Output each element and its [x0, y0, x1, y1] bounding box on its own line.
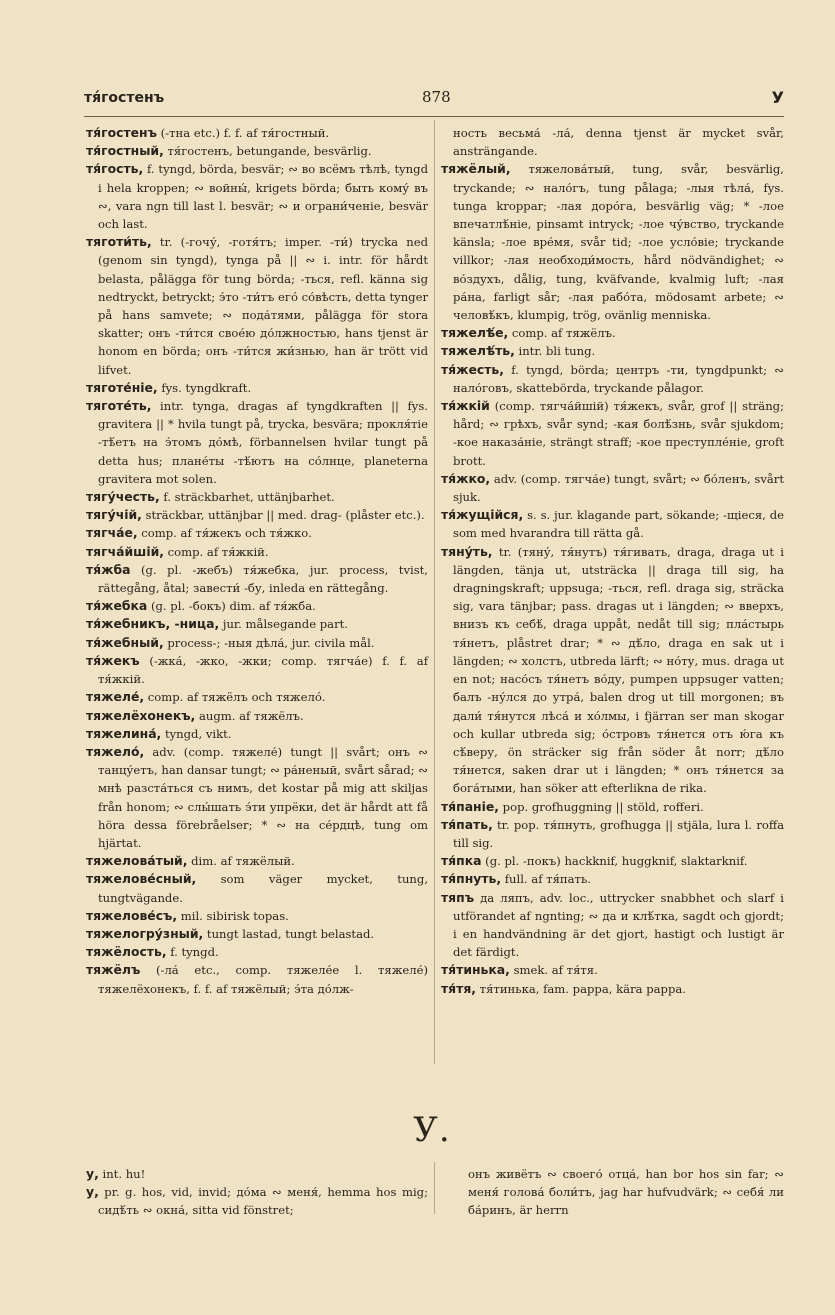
entry-headword: тяжелогру́зный, — [86, 925, 204, 941]
entry-headword: тяну́ть, — [441, 543, 493, 559]
entry-definition: (g. pl. -покъ) hackknif, huggknif, slaktarknif. — [485, 854, 748, 869]
entry-definition: тя́гостенъ, betungande, besvärlig. — [167, 144, 372, 159]
dictionary-entry — [86, 379, 428, 397]
entry-headword: тяжелове́съ, — [86, 907, 178, 923]
entry-definition: (-тна etc.) f. f. af тя́гостный. — [160, 126, 330, 140]
dictionary-entry — [86, 524, 428, 542]
entry-definition: sträckbar, uttänjbar || med. drag- (plåster etc.). — [145, 508, 425, 523]
entry-definition: comp. af тя́жкій. — [167, 544, 269, 559]
entry-definition: comp. af тяжёлъ och тяжело́. — [147, 690, 326, 705]
dictionary-entry — [441, 324, 784, 342]
dictionary-entry — [441, 870, 784, 888]
entry-definition: int. hu! — [102, 1167, 146, 1181]
entry-headword: тя́жба — [86, 561, 131, 577]
entry-definition: comp. af тяжёлъ. — [511, 326, 616, 341]
entry-headword: тяготи́ть, — [86, 234, 152, 250]
entry-headword: тяпъ — [441, 889, 475, 905]
dictionary-entry — [86, 543, 428, 561]
dictionary-entry — [86, 961, 428, 997]
entry-headword: тя́жекъ — [86, 652, 140, 668]
bottom-right-column — [456, 1165, 784, 1220]
entry-headword: тяготе́ть, — [86, 398, 152, 414]
bottom-left-column — [86, 1165, 428, 1220]
running-letter: У — [771, 88, 784, 107]
entry-definition: adv. (comp. тяжеле́) tungt || svårt; онъ ∾ танцу́етъ, han dansar tungt; ∾ ра́неный, svårt sårad; ∾ мнѣ разста́ться съ нимъ, det kostar på mig att skiljas från honom; ∾ слы́шать э́ти упрёки, det är hårdt att få höra dessa förebråelser; * ∾ на се́рдцѣ, tung om hjärtat. — [98, 744, 428, 850]
entry-definition: (comp. тягча́йшій) тя́жекъ, svår, grof || sträng; hård; ∾ грѣхъ, svår synd; -кая болѣ́знь, svår sjukdom; -кое наказа́ніе, strängt straff; -кое преступле́ніе, groft brott. — [453, 399, 784, 468]
dictionary-entry — [456, 1165, 784, 1220]
entry-definition: tr. pop. тя́пнуть, grofhugga || stjäla, lura l. roffa till sig. — [453, 817, 784, 850]
entry-headword: тяготе́ніе, — [86, 379, 158, 395]
dictionary-entry — [86, 233, 428, 379]
entry-headword: тяжёлость, — [86, 944, 167, 960]
entry-definition: adv. (comp. тягча́е) tungt, svårt; ∾ бо́ленъ, svårt sjuk. — [453, 471, 785, 505]
entry-definition: fys. tyngdkraft. — [161, 380, 252, 395]
entry-definition: (-ла́ etc., comp. тяжеле́е l. тяжеле́) тяжелёхонекъ, f. f. af тяжёлый; э́та до́лж- — [98, 963, 429, 996]
dictionary-entry — [86, 634, 428, 652]
entry-headword: тяжелове́сный, — [86, 871, 197, 887]
dictionary-entry — [86, 943, 428, 961]
dictionary-entry — [86, 1165, 428, 1183]
entry-headword: тяжеле́, — [86, 689, 145, 705]
left-column — [86, 124, 428, 998]
entry-definition: smek. af тя́тя. — [513, 963, 598, 978]
entry-headword: тя́жебникъ, -ница, — [86, 616, 220, 632]
bottom-column-divider — [434, 1162, 435, 1214]
entry-headword: тя́гостенъ — [86, 125, 157, 140]
entry-definition: тя́тинька, fam. pappa, kära pappa. — [479, 981, 686, 996]
dictionary-entry — [441, 961, 784, 979]
entry-definition: jur. målsegande part. — [222, 617, 348, 632]
entry-definition: f. tyngd, börda; центръ -ти, tyngdpunkt; ∾ нало́говъ, skattebörda, tryckande pålagor. — [453, 362, 784, 395]
dictionary-entry — [441, 852, 784, 870]
dictionary-entry — [86, 707, 428, 725]
dictionary-entry — [441, 124, 784, 160]
entry-headword: у, — [86, 1184, 99, 1200]
entry-headword: тя́тинька, — [441, 962, 510, 978]
entry-definition: full. af тя́пать. — [504, 872, 591, 887]
entry-definition: f. sträckbarhet, uttänjbarhet. — [163, 490, 335, 505]
dictionary-entry — [86, 907, 428, 925]
dictionary-entry — [86, 725, 428, 743]
entry-headword: тяжело́, — [86, 743, 145, 759]
dictionary-entry — [86, 397, 428, 488]
dictionary-entry — [86, 615, 428, 633]
dictionary-entry — [441, 160, 784, 324]
dictionary-entry — [86, 506, 428, 524]
entry-definition: comp. af тя́жекъ och тя́жко. — [141, 526, 312, 541]
entry-definition: tr. (тяну́, тя́нутъ) тя́гивать, draga, draga ut i längden, tänja ut, utsträcka || draga till sig, ha dragningskraft; uppsuga; -ться, refl. draga sig, sträcka sig, vara tänjbar; pass. dragas ut i längden; ∾ вверхъ, внизъ къ себѣ́, draga uppåt, nedåt till sig; пла́стырь тя́нетъ, plåstret drar; * ∾ дѣ́ло, draga en sak ut i längden; ∾ холстъ, utbreda lärft; ∾ но́ту, mus. draga ut en not; насо́съ тя́нетъ во́ду, pumpen uppsuger vatten; балъ -ну́лся до утра́, balen drog ut till morgonen; въ дали́ тя́нутся лѣса́ и хо́лмы, i fjärran ser man skogar och kullar utbreda sig; о́стровъ тя́нется отъ ю́га къ сѣ́веру, ön sträcker sig från söder åt norr; дѣ́ло тя́нется, saken drar ut i längden; * онъ тя́нется за бога́тыми, han söker att efterlikna de rika. — [453, 544, 784, 796]
running-headword: тя́гостенъ — [84, 90, 165, 106]
dictionary-entry — [86, 160, 428, 233]
entry-definition: process-; -ныя дѣла́, jur. civila mål. — [167, 635, 375, 650]
entry-headword: у, — [86, 1166, 99, 1181]
dictionary-entry — [86, 743, 428, 852]
entry-headword: тя́гость, — [86, 161, 144, 177]
entry-definition: f. tyngd. — [170, 945, 219, 960]
entry-definition: (g. pl. -бокъ) dim. af тя́жба. — [150, 599, 316, 614]
section-letter: У. — [413, 1110, 451, 1150]
right-column — [441, 124, 784, 998]
dictionary-entry — [86, 925, 428, 943]
dictionary-entry — [86, 561, 428, 597]
entry-definition: augm. af тяжёлъ. — [198, 708, 304, 723]
entry-headword: тя́гостный, — [86, 143, 164, 159]
entry-headword: тяжёлъ — [86, 962, 141, 978]
entry-headword: тя́тя, — [441, 980, 476, 996]
entry-headword: тягча́йшій, — [86, 543, 164, 559]
dictionary-entry — [441, 543, 784, 798]
dictionary-entry — [441, 342, 784, 360]
dictionary-entry — [86, 597, 428, 615]
dictionary-entry — [441, 506, 784, 542]
entry-definition: (-жка́, -жко, -жки; comp. тягча́е) f. f. af тя́жкій. — [98, 653, 428, 687]
entry-definition: да ляпъ, adv. loc., uttrycker snabbhet och slarf i utförandet af ngnting; ∾ да и клѣ́тка, sagdt och gjordt; i en handvändning är det gjort, hastigt och lustigt är det färdigt. — [453, 890, 784, 960]
entry-headword: тя́пка — [441, 853, 482, 869]
entry-headword: тяжелина́, — [86, 725, 162, 741]
entry-definition: tungt lastad, tungt belastad. — [206, 926, 375, 941]
entry-headword: тяжелёхонекъ, — [86, 707, 196, 723]
page-header — [84, 88, 784, 112]
entry-headword: тягу́чій, — [86, 507, 142, 523]
dictionary-entry — [86, 1183, 428, 1219]
dictionary-entry — [441, 980, 784, 998]
entry-definition: f. tyngd, börda, besvär; ∾ во всёмъ тѣлѣ, tyngd i hela kroppen; ∾ войны́, krigets börda; быть кому́ въ ∾, vara ngn till last l. besvär; ∾ и ограни́ченіе, besvär och last. — [98, 162, 428, 232]
entry-headword: тя́жебка — [86, 598, 148, 614]
dictionary-entry — [86, 852, 428, 870]
entry-definition: ность весьма́ -ла́, denna tjenst är mycket svår, ansträngande. — [453, 126, 784, 159]
page-number: 878 — [422, 88, 451, 106]
entry-definition: pop. grofhuggning || stöld, rofferi. — [502, 799, 704, 814]
entry-definition: intr. tynga, dragas af tyngdkraften || fys. gravitera || * hvila tungt på, trycka, besvära; прокля́тіе -тѣ́етъ на э́томъ до́мѣ, förbannelsen hvilar tungt på detta hus; плане́ты -тѣ́ютъ на со́лнце, planeterna gravitera mot solen. — [98, 399, 428, 486]
entry-headword: тя́пнуть, — [441, 871, 502, 887]
entry-headword: тя́жко, — [441, 470, 491, 486]
entry-definition: intr. bli tung. — [518, 344, 596, 359]
entry-headword: тя́жкій — [441, 398, 490, 414]
entry-headword: тя́паніе, — [441, 798, 499, 814]
dictionary-entry — [441, 361, 784, 397]
entry-definition: s. s. jur. klagande part, sökande; -щіеся, de som med hvarandra till rätta gå. — [453, 508, 784, 541]
dictionary-entry — [441, 397, 784, 470]
entry-definition: tr. (-гочу́, -готя́тъ; imper. -ти́) trycka ned (genom sin tyngd), tynga på || ∾ i. intr. för hårdt belasta, pålägga för tung börda; -ться, refl. känna sig nedtryckt, betryckt; э́то -ти́тъ его́ со́вѣсть, detta tynger på hans samvete; ∾ пода́тями, pålägga för stora skatter; онъ -ти́тся свое́ю до́лжностью, hans tjenst är honom en börda; онъ -ти́тся жи́знью, han är trött vid lifvet. — [98, 235, 428, 377]
entry-headword: тя́жебный, — [86, 634, 164, 650]
entry-definition: dim. af тяжёлый. — [191, 854, 295, 869]
entry-definition: тяжелова́тый, tung, svår, besvärlig, tryckande; ∾ нало́гъ, tung pålaga; -лыя тѣла́, fys. tunga kroppar; -лая доро́га, besvärlig väg; * -лое впечатлѣ́ніе, pinsamt intryck; -лое чу́вство, tryckande känsla; -лое вре́мя, svår tid; -лое усло́віе; tryckande villkor; -лая необходи́мость, hård nödvändighet; ∾ во́здухъ, dålig, tung, kväfvande, kvalmig luft; -лая ра́на, farligt sår; -лая рабо́та, mödosamt arbete; ∾ человѣ́къ, klumpig, trög, ovänlig menniska. — [453, 162, 784, 323]
entry-headword: тягча́е, — [86, 525, 138, 541]
entry-headword: тягу́честь, — [86, 489, 160, 505]
dictionary-entry — [441, 889, 784, 962]
entry-definition: mil. sibirisk topas. — [180, 908, 289, 923]
dictionary-entry — [86, 688, 428, 706]
dictionary-entry — [441, 798, 784, 816]
dictionary-entry — [86, 124, 428, 142]
entry-definition: pr. g. hos, vid, invid; до́ма ∾ меня́, hemma hos mig; сидѣ́ть ∾ окна́, sitta vid fönstret; — [98, 1185, 428, 1218]
entry-definition: som väger mycket, tung, tungtvägande. — [98, 872, 428, 905]
dictionary-entry — [86, 488, 428, 506]
entry-headword: тяжёлый, — [441, 161, 511, 177]
entry-headword: тя́пать, — [441, 816, 493, 832]
header-rule — [84, 116, 784, 117]
dictionary-entry — [86, 142, 428, 160]
entry-headword: тя́жесть, — [441, 361, 504, 377]
column-divider — [434, 120, 435, 1064]
dictionary-entry — [86, 870, 428, 906]
dictionary-entry — [441, 470, 784, 506]
entry-headword: тяжелова́тый, — [86, 853, 188, 869]
entry-definition: tyngd, vikt. — [164, 726, 232, 741]
dictionary-entry — [441, 816, 784, 852]
entry-headword: тяжелѣ́е, — [441, 325, 509, 341]
entry-headword: тяжелѣ́ть, — [441, 343, 515, 359]
entry-definition: (g. pl. -жебъ) тя́жебка, jur. process, tvist, rättegång, åtal; завести́ -бу, inleda en rättegång. — [98, 562, 428, 596]
entry-headword: тя́жущійся, — [441, 507, 524, 523]
entry-definition: онъ живётъ ∾ своего́ отца́, han bor hos sin far; ∾ меня́ голова́ боли́тъ, jag har hufvudvärk; ∾ себя́ ли ба́ринъ, är herrn — [468, 1167, 784, 1218]
dictionary-entry — [86, 652, 428, 688]
